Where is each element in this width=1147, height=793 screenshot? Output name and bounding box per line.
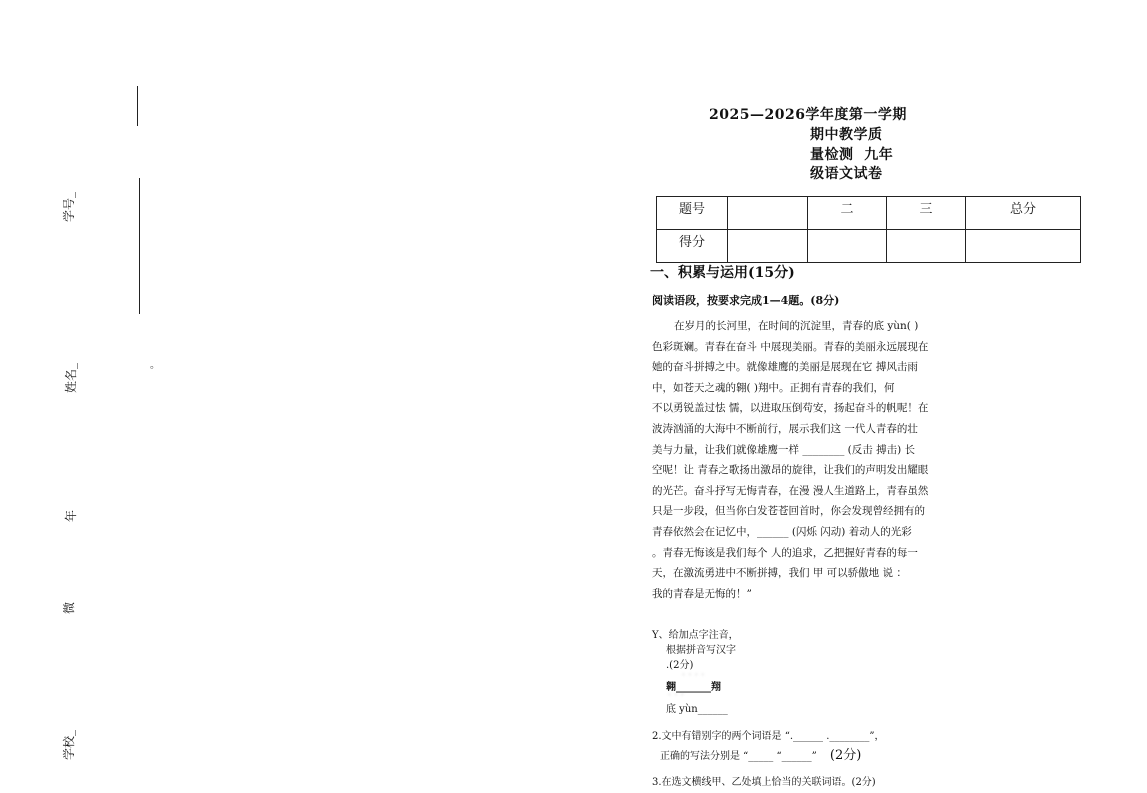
- question-2-text: 正确的写法分别是 “_____ “______”: [660, 751, 817, 762]
- section-instruction: 阅读语段，按要求完成1—4题。(8分): [652, 294, 840, 307]
- score-table-header-row: [657, 197, 1081, 230]
- exam-title-line2: 期中教学质: [810, 127, 883, 143]
- binding-line-main: [139, 178, 140, 314]
- reading-passage: [652, 316, 928, 604]
- passage-line: 空呢！让 青春之歌扬出激昂的旋律，让我们的声明发出耀眼: [652, 464, 929, 477]
- question-2-points: (2分): [829, 748, 862, 763]
- score-table: [656, 196, 1081, 263]
- passage-line: 在岁月的长河里，在时间的沉淀里，青春的底 yùn( ): [674, 320, 919, 332]
- question-1-answer-ao: 翱_______翔: [666, 682, 721, 693]
- header-cell-part-1: [728, 197, 808, 230]
- header-cell-part-3: 三: [887, 197, 966, 230]
- question-2-line2: [660, 744, 861, 763]
- name-label: 姓名_: [64, 362, 78, 393]
- passage-line: 波涛汹涌的大海中不断前行，展示我们这 一代人青春的壮: [652, 422, 918, 435]
- passage-line: 天，在激流勇进中不断拼搏，我们 甲 可以骄傲地 说 ：: [652, 567, 907, 580]
- score-row-label: 得分: [657, 230, 728, 263]
- passage-line: 青春依然会在记忆中，______ (闪烁 闪动) 着动人的光彩: [652, 525, 912, 538]
- header-cell-question-no: 题号: [657, 197, 728, 230]
- passage-line: 我的青春是无悔的！”: [652, 587, 752, 600]
- header-cell-part-2: 二: [808, 197, 887, 230]
- margin-dot: 。: [150, 360, 160, 371]
- mark-label: 微: [62, 601, 76, 614]
- question-3-line1: 3.在选文横线甲、乙处填上恰当的关联词语。(2分): [652, 777, 876, 788]
- passage-line: 。青春无悔该是我们每个 人的追求，乙把握好青春的每一: [652, 546, 918, 559]
- score-cell-part-1[interactable]: [728, 230, 808, 263]
- binding-line-top: [137, 86, 138, 126]
- score-cell-part-2[interactable]: [808, 230, 887, 263]
- score-cell-part-3[interactable]: [887, 230, 966, 263]
- score-table-score-row: [657, 230, 1081, 263]
- school-label: 学校_: [62, 729, 76, 760]
- header-cell-total: 总分: [966, 197, 1081, 230]
- question-1-line1: Y、给加点字注音，: [652, 630, 739, 641]
- passage-line: 美与力量，让我们就像雄鹰一样 ________ (反击 搏击) 长: [652, 443, 916, 456]
- question-1-blurred-text-2: · · ·: [668, 690, 684, 701]
- passage-line: 不以勇锐盖过怯 懦，以进取压倒苟安，扬起奋斗的帆呢！在: [652, 402, 929, 415]
- passage-line: 中，如苍天之魂的翱( )翔中。正拥有青春的我们，何: [652, 381, 895, 394]
- exam-title-line3: 量检测 九年: [810, 147, 894, 163]
- exam-title-line1: 2025—2026学年度第一学期: [709, 107, 907, 123]
- question-1-line3: .(2分): [666, 660, 694, 671]
- exam-title-line4: 级语文试卷: [810, 166, 883, 182]
- passage-line: 的光芒。奋斗抒写无悔青春，在漫 漫人生道路上，青春虽然: [652, 484, 929, 497]
- question-2-line1: 2.文中有错别字的两个词语是 “.______ .________”，: [652, 731, 885, 742]
- year-label: 年: [64, 509, 78, 522]
- question-1-line2: 根据拼音写汉字: [666, 645, 736, 656]
- student-id-label: 学号_: [62, 191, 76, 222]
- passage-line: 只是一步段，但当你白发苍苍回首时，你会发现曾经拥有的: [652, 505, 925, 518]
- question-1-blurred-text: · · · ·: [682, 670, 705, 681]
- passage-line: 她的奋斗拼搏之中。就像雄鹰的美丽是展现在它 搏风击雨: [652, 361, 918, 374]
- section-heading: 一、积累与运用(15分): [650, 265, 795, 281]
- question-1-answer-yun: 底 yùn______: [666, 704, 728, 715]
- score-cell-total[interactable]: [966, 230, 1081, 263]
- passage-line: 色彩斑斓。青春在奋斗 中展现美丽。青春的美丽永远展现在: [652, 340, 929, 353]
